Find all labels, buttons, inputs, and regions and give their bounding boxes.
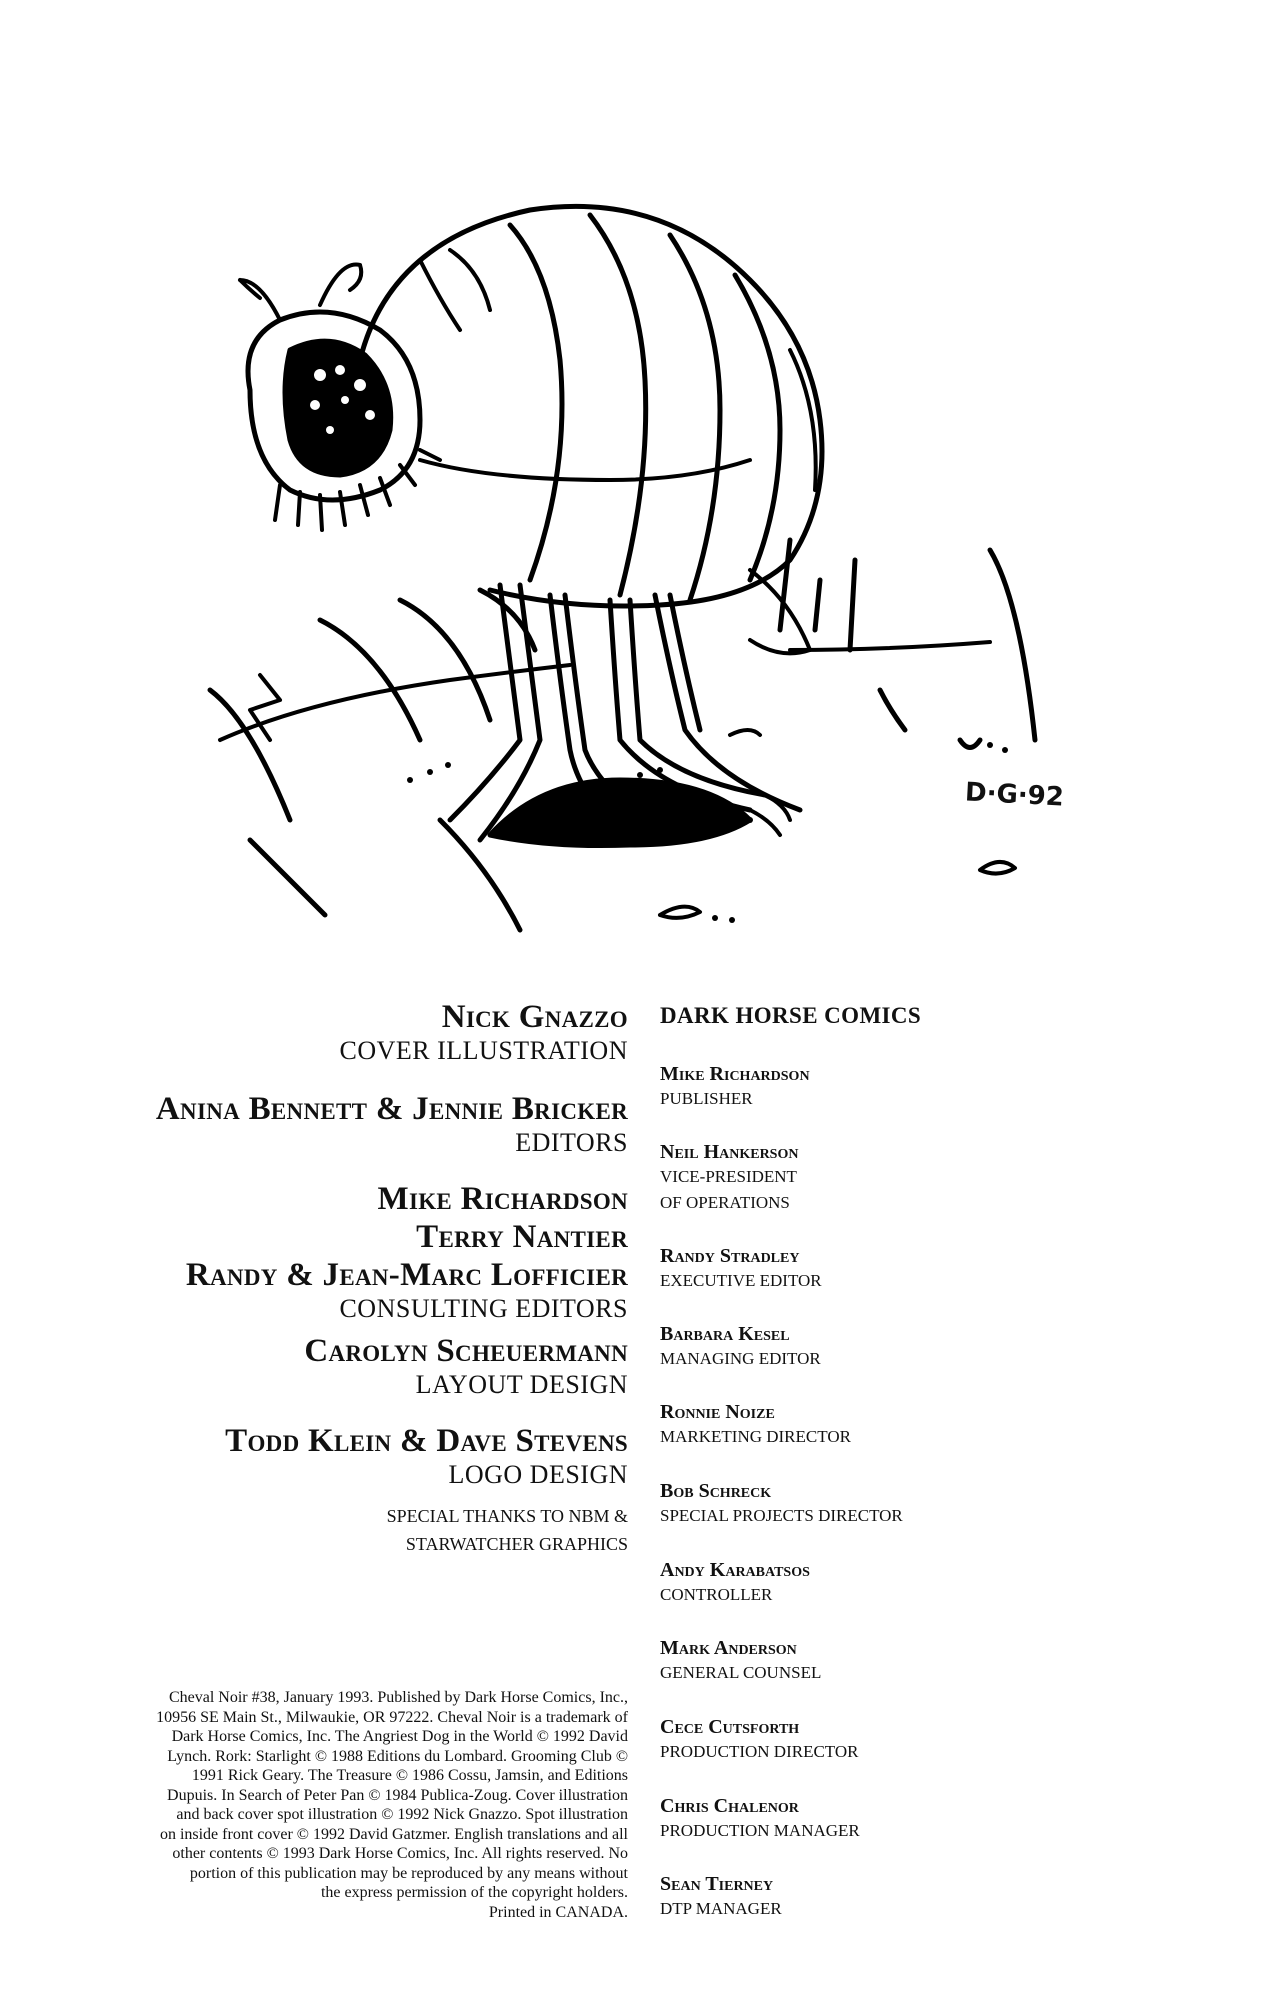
legal-notice <box>108 1688 628 1922</box>
staff-name: Barbara Kesel <box>660 1323 790 1345</box>
staff-entry <box>660 1636 821 1686</box>
credit-name: Anina Bennett & Jennie Bricker <box>155 1091 628 1127</box>
credit-name: Nick Gnazzo <box>441 999 628 1035</box>
credit-name: Todd Klein & Dave Stevens <box>225 1423 628 1459</box>
credit-name: Randy & Jean-Marc Lofficier <box>185 1257 628 1293</box>
staff-entry <box>660 1244 822 1294</box>
staff-name: Ronnie Noize <box>660 1401 775 1423</box>
staff-role: CONTROLLER <box>660 1585 773 1604</box>
credit-name: Mike Richardson <box>377 1181 628 1217</box>
staff-role: MARKETING DIRECTOR <box>660 1427 851 1446</box>
credit-role: COVER ILLUSTRATION <box>339 1036 628 1065</box>
staff-name: Mark Anderson <box>660 1637 797 1659</box>
artist-signature: D·G·92 <box>964 777 1065 813</box>
legal-line: portion of this publication may be reproduced by any means without <box>189 1864 628 1882</box>
credit-layout-design <box>304 1332 628 1400</box>
staff-name: Randy Stradley <box>660 1245 800 1267</box>
staff-entry <box>660 1794 860 1844</box>
legal-line: Lynch. Rork: Starlight © 1988 Editions du Lombard. Grooming Club © <box>167 1747 628 1765</box>
staff-entry <box>660 1872 782 1922</box>
company-name: DARK HORSE COMICS <box>660 1003 922 1028</box>
legal-line: Dark Horse Comics, Inc. The Angriest Dog in the World © 1992 David <box>171 1728 628 1745</box>
staff-entry <box>660 1479 903 1529</box>
staff-entry <box>660 1322 821 1372</box>
staff-role: VICE-PRESIDENT <box>660 1167 797 1186</box>
credit-cover-illustration <box>340 998 629 1066</box>
staff-name: Chris Chalenor <box>660 1795 799 1817</box>
legal-line: Printed in CANADA. <box>488 1903 628 1921</box>
legal-line: 10956 SE Main St., Milwaukie, OR 97222. Cheval Noir is a trademark of <box>156 1708 628 1726</box>
staff-role: PRODUCTION MANAGER <box>660 1821 860 1840</box>
staff-role: SPECIAL PROJECTS DIRECTOR <box>660 1506 903 1525</box>
credit-logo-design <box>225 1422 628 1490</box>
staff-name: Andy Karabatsos <box>660 1559 810 1581</box>
staff-role: DTP MANAGER <box>660 1899 782 1918</box>
credit-name: Terry Nantier <box>416 1219 628 1255</box>
staff-role: PRODUCTION DIRECTOR <box>660 1742 859 1761</box>
staff-entry <box>660 1140 798 1216</box>
staff-name: Cece Cutsforth <box>660 1716 800 1738</box>
credit-consulting-editors <box>186 1180 628 1324</box>
special-thanks-line: STARWATCHER GRAPHICS <box>405 1534 628 1554</box>
staff-role: MANAGING EDITOR <box>660 1349 821 1368</box>
staff-name: Sean Tierney <box>660 1873 774 1895</box>
staff-name: Bob Schreck <box>660 1480 772 1502</box>
special-thanks <box>387 1502 628 1558</box>
staff-entry <box>660 1715 859 1765</box>
staff-entry <box>660 1558 810 1608</box>
staff-role: EXECUTIVE EDITOR <box>660 1271 822 1290</box>
staff-role: PUBLISHER <box>660 1089 753 1108</box>
special-thanks-line: SPECIAL THANKS TO NBM & <box>386 1506 628 1526</box>
credit-role: LOGO DESIGN <box>448 1460 628 1489</box>
legal-line: Cheval Noir #38, January 1993. Published by Dark Horse Comics, Inc., <box>168 1689 628 1706</box>
legal-line: 1991 Rick Geary. The Treasure © 1986 Cossu, Jamsin, and Editions <box>191 1767 628 1784</box>
legal-line: Dupuis. In Search of Peter Pan © 1984 Publica-Zoug. Cover illustration <box>167 1786 628 1804</box>
legal-line: and back cover spot illustration © 1992 Nick Gnazzo. Spot illustration <box>176 1806 628 1823</box>
legal-line: on inside front cover © 1992 David Gatzmer. English translations and all <box>159 1825 628 1843</box>
staff-name: Mike Richardson <box>660 1063 810 1085</box>
credit-editors <box>156 1090 628 1158</box>
staff-entry <box>660 1062 810 1112</box>
legal-line: the express permission of the copyright holders. <box>320 1884 628 1901</box>
company-heading <box>660 1002 921 1030</box>
credit-role: EDITORS <box>515 1128 628 1157</box>
bug-creature-illustration <box>190 180 1090 960</box>
credit-role: CONSULTING EDITORS <box>339 1294 628 1323</box>
credit-name: Carolyn Scheuermann <box>304 1333 628 1369</box>
credit-role: LAYOUT DESIGN <box>415 1370 628 1399</box>
staff-entry <box>660 1400 851 1450</box>
legal-line: other contents © 1993 Dark Horse Comics, Inc. All rights reserved. No <box>172 1845 628 1862</box>
staff-name: Neil Hankerson <box>660 1141 799 1163</box>
staff-role: GENERAL COUNSEL <box>660 1663 822 1682</box>
staff-role: OF OPERATIONS <box>660 1193 790 1212</box>
